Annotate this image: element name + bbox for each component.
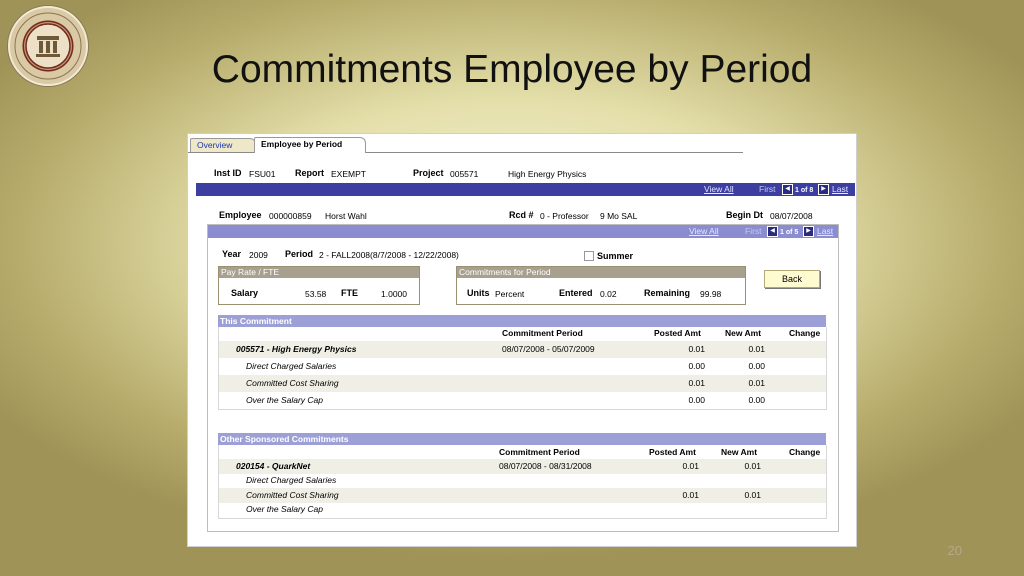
- inst-id-label: Inst ID: [214, 168, 242, 178]
- inner-prev-icon[interactable]: ◀: [767, 226, 778, 237]
- col-new-amt: New Amt: [725, 328, 762, 338]
- slide-number: 20: [947, 543, 962, 558]
- col-commitment-period: Commitment Period: [502, 328, 583, 338]
- outer-view-all-link[interactable]: View All: [704, 184, 734, 194]
- back-button[interactable]: Back: [764, 270, 820, 288]
- row-posted: 0.01: [682, 461, 699, 471]
- pay-rate-title: Pay Rate / FTE: [219, 267, 419, 278]
- employee-detail-frame: [207, 224, 839, 532]
- rcd-label: Rcd #: [509, 210, 534, 220]
- row-label: 005571 - High Energy Physics: [236, 344, 357, 354]
- outer-first-label[interactable]: First: [759, 184, 776, 194]
- row-period: 08/07/2008 - 05/07/2009: [502, 344, 595, 354]
- row-label: Direct Charged Salaries: [246, 475, 337, 485]
- period-label: Period: [285, 249, 314, 259]
- commitments-period-title: Commitments for Period: [457, 267, 745, 278]
- fte-label: FTE: [341, 288, 358, 298]
- units-label: Units: [467, 288, 490, 298]
- other-commitments-header: Other Sponsored Commitments: [218, 433, 826, 445]
- tab-overview[interactable]: Overview: [190, 138, 256, 152]
- col-posted-amt: Posted Amt: [654, 328, 701, 338]
- project-name: High Energy Physics: [508, 169, 587, 179]
- period-value: 2 - FALL2008(8/7/2008 - 12/22/2008): [319, 250, 459, 260]
- row-new: 0.01: [744, 490, 761, 500]
- col-commitment-period: Commitment Period: [499, 447, 580, 457]
- fte-value: 1.0000: [381, 289, 407, 299]
- row-posted: 0.01: [688, 378, 705, 388]
- rcd-value: 0 - Professor: [540, 211, 589, 221]
- inner-count: 1 of 5: [780, 229, 799, 236]
- col-new-amt: New Amt: [721, 447, 758, 457]
- row-period: 08/07/2008 - 08/31/2008: [499, 461, 592, 471]
- report-label: Report: [295, 168, 324, 178]
- row-new: 0.01: [748, 344, 765, 354]
- this-commitment-header: This Commitment: [218, 315, 826, 327]
- outer-prev-icon[interactable]: ◀: [782, 184, 793, 195]
- summer-label: Summer: [597, 251, 634, 261]
- begin-date-label: Begin Dt: [726, 210, 763, 220]
- inner-first-label[interactable]: First: [745, 226, 762, 236]
- year-label: Year: [222, 249, 242, 259]
- salary-value: 53.58: [305, 289, 327, 299]
- project-value: 005571: [450, 169, 479, 179]
- row-new: 0.01: [748, 378, 765, 388]
- inner-last-link[interactable]: Last: [817, 226, 834, 236]
- row-new: 0.00: [748, 395, 765, 405]
- inner-next-icon[interactable]: ▶: [803, 226, 814, 237]
- tab-bar: [188, 136, 743, 153]
- entered-label: Entered: [559, 288, 593, 298]
- row-label: Over the Salary Cap: [246, 395, 324, 405]
- rcd-extra: 9 Mo SAL: [600, 211, 638, 221]
- col-posted-amt: Posted Amt: [649, 447, 696, 457]
- row-label: Committed Cost Sharing: [246, 378, 339, 388]
- inner-view-all-link[interactable]: View All: [689, 226, 719, 236]
- employee-name: Horst Wahl: [325, 211, 367, 221]
- remaining-value: 99.98: [700, 289, 722, 299]
- tab-employee-by-period[interactable]: Employee by Period: [254, 137, 366, 153]
- employee-label: Employee: [219, 210, 262, 220]
- row-label: Committed Cost Sharing: [246, 490, 339, 500]
- row-label: 020154 - QuarkNet: [236, 461, 311, 471]
- outer-count: 1 of 8: [795, 187, 814, 194]
- outer-nav-bar: [196, 183, 855, 196]
- inst-id-value: FSU01: [249, 169, 276, 179]
- row-label: Direct Charged Salaries: [246, 361, 337, 371]
- row-label: Over the Salary Cap: [246, 504, 324, 514]
- row-posted: 0.00: [688, 395, 705, 405]
- outer-last-link[interactable]: Last: [832, 184, 849, 194]
- peoplesoft-screen: [187, 133, 857, 547]
- report-value: EXEMPT: [331, 169, 366, 179]
- col-change: Change: [789, 328, 821, 338]
- slide-title: Commitments Employee by Period: [211, 48, 813, 91]
- col-change: Change: [789, 447, 821, 457]
- entered-value: 0.02: [600, 289, 617, 299]
- row-posted: 0.00: [688, 361, 705, 371]
- row-posted: 0.01: [688, 344, 705, 354]
- outer-next-icon[interactable]: ▶: [818, 184, 829, 195]
- row-new: 0.00: [748, 361, 765, 371]
- row-new: 0.01: [744, 461, 761, 471]
- project-label: Project: [413, 168, 444, 178]
- salary-label: Salary: [231, 288, 259, 298]
- begin-date-value: 08/07/2008: [770, 211, 813, 221]
- remaining-label: Remaining: [644, 288, 691, 298]
- year-value: 2009: [249, 250, 268, 260]
- units-value: Percent: [495, 289, 525, 299]
- employee-id: 000000859: [269, 211, 312, 221]
- row-posted: 0.01: [682, 490, 699, 500]
